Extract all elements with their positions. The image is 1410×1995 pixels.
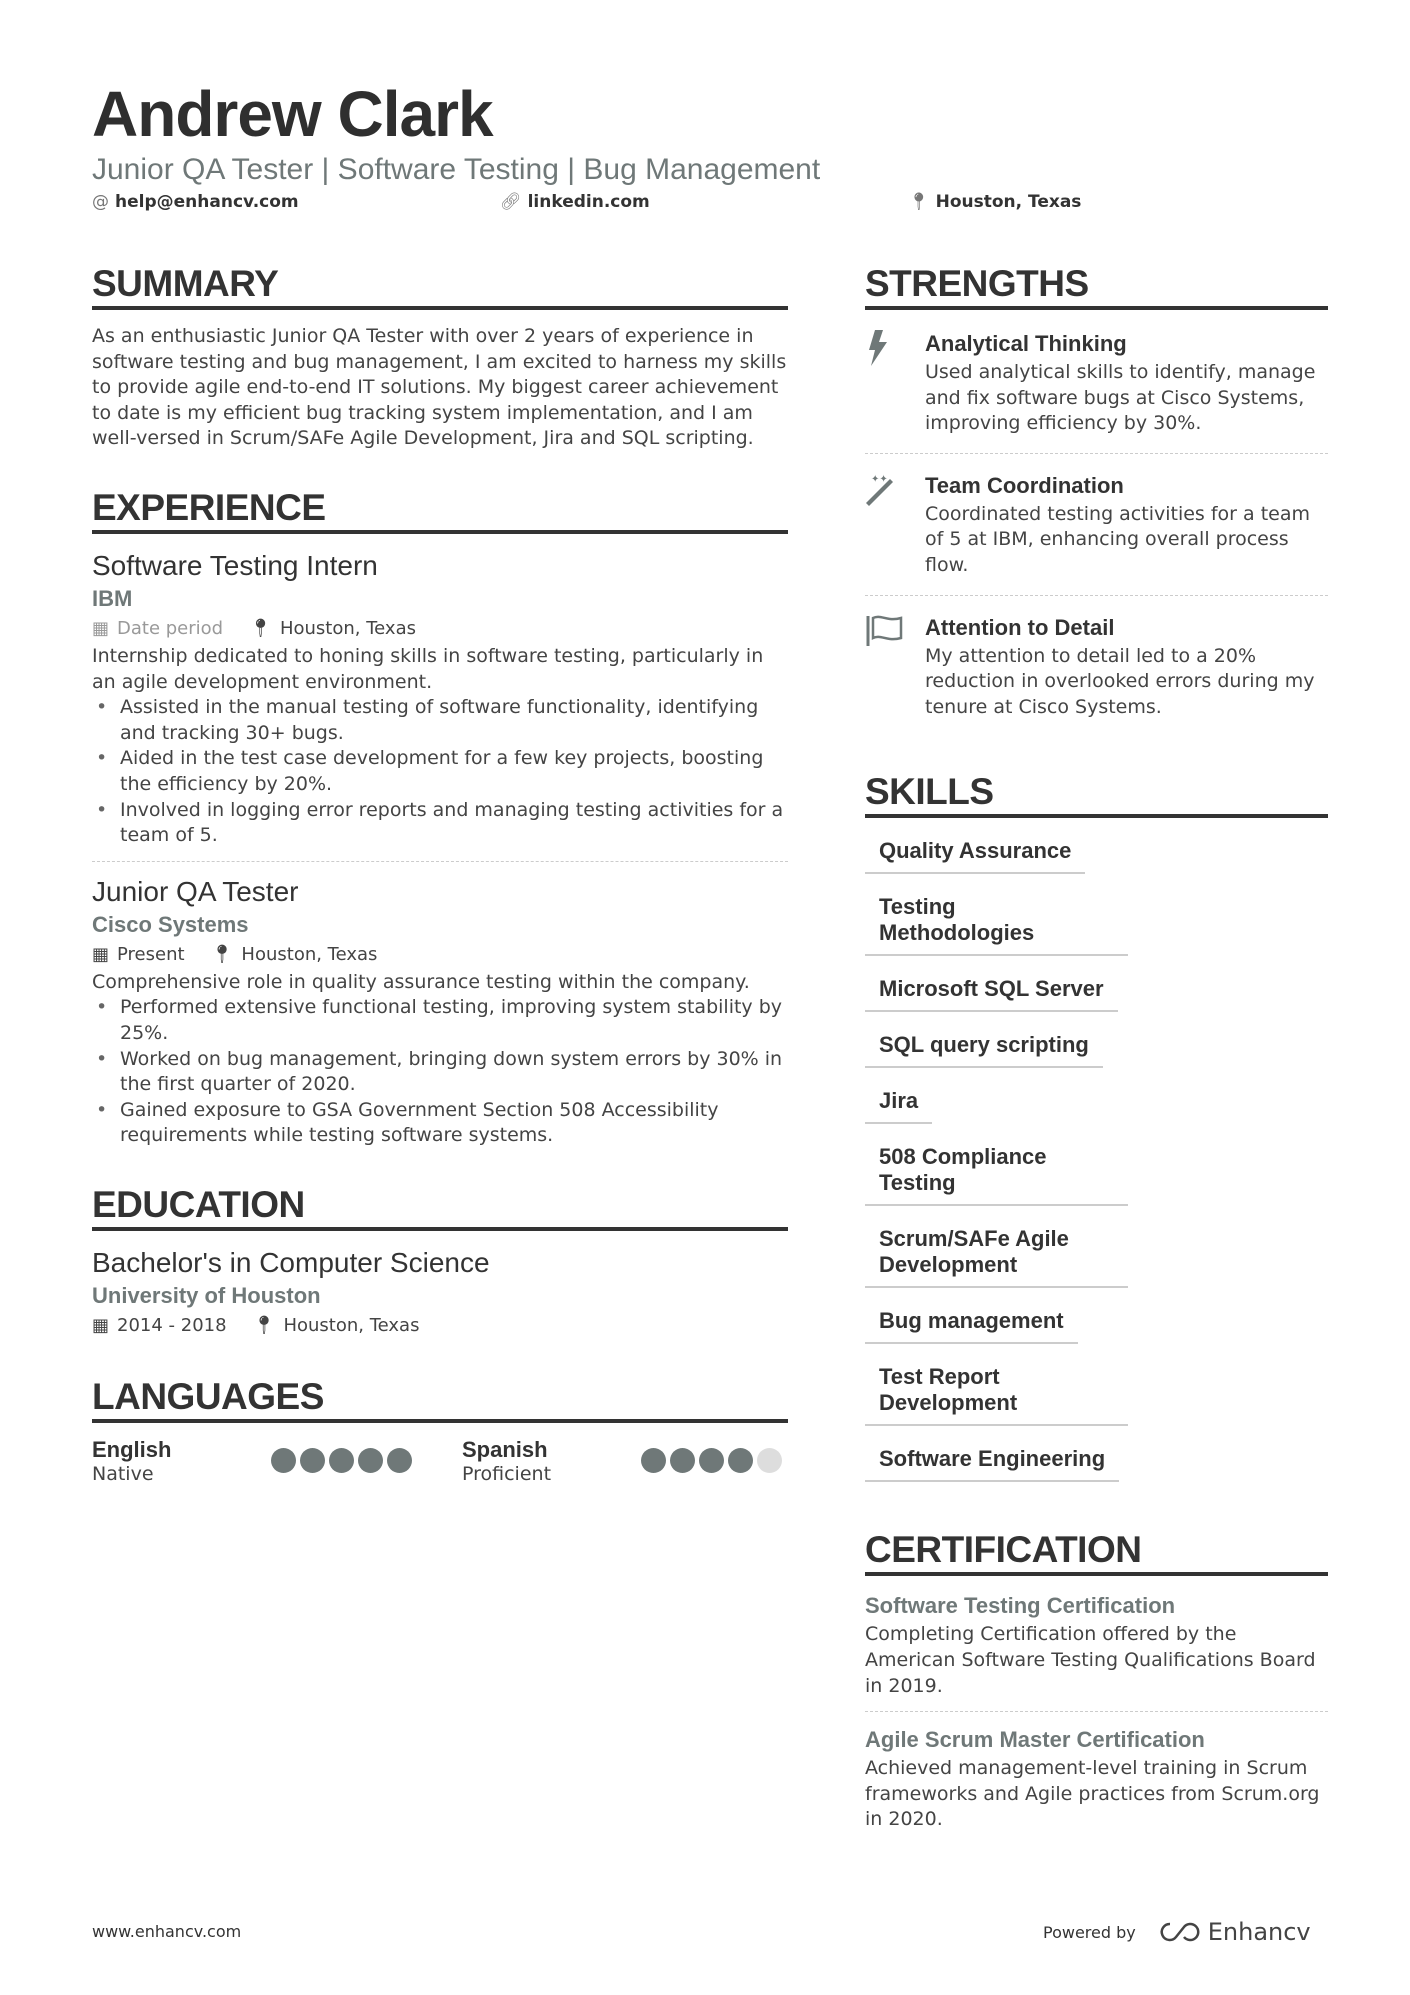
enhancv-logo[interactable] <box>1158 1918 1311 1946</box>
cert-title: Software Testing Certification <box>865 1593 1176 1619</box>
section-heading: LANGUAGES <box>92 1375 788 1423</box>
job-location: Houston, Texas <box>241 943 378 965</box>
calendar-icon: ▦ <box>92 943 110 965</box>
rating-dot <box>728 1448 753 1473</box>
strength-text: Used analytical skills to identify, manage and fix software bugs at Cisco Systems, improving efficiency by 30%. <box>925 361 1316 435</box>
edu-date: 2014 - 2018 <box>117 1314 227 1336</box>
divider <box>865 453 1328 454</box>
skill-tag: Bug management <box>865 1302 1078 1344</box>
skill-tag: Jira <box>865 1082 932 1124</box>
section-heading: SKILLS <box>865 770 1328 818</box>
job-bullet: • Involved in logging error reports and managing testing activities for a team of 5. <box>92 798 788 849</box>
rating-dot <box>358 1448 383 1473</box>
right-column <box>865 262 1328 1867</box>
languages-section <box>92 1375 788 1485</box>
location-pin-icon: 📍︎ <box>908 192 930 212</box>
location-pin-icon: 📍︎ <box>252 1314 276 1336</box>
section-heading: STRENGTHS <box>865 262 1328 310</box>
job-bullet: • Assisted in the manual testing of software functionality, identifying and tracking 30+ bugs. <box>92 695 788 746</box>
divider <box>865 1711 1328 1712</box>
rating-dot <box>641 1448 666 1473</box>
certification-section <box>865 1528 1328 1833</box>
strength-text: My attention to detail led to a 20% reduction in overlooked errors during my tenure at Cisco Systems. <box>925 644 1315 718</box>
left-column <box>92 262 788 1519</box>
strength-item <box>865 608 1328 725</box>
candidate-title: Junior QA Tester | Software Testing | Bug Management <box>92 153 821 186</box>
flag-icon <box>865 612 905 721</box>
skill-tag: Microsoft SQL Server <box>865 970 1118 1012</box>
brand-name: Enhancv <box>1207 1918 1311 1946</box>
degree: Bachelor's in Computer Science <box>92 1246 490 1278</box>
contact-linkedin[interactable] <box>500 192 908 212</box>
job-company: IBM <box>92 585 133 611</box>
experience-section <box>92 486 788 1149</box>
edu-location: Houston, Texas <box>283 1314 420 1336</box>
job-description: Internship dedicated to honing skills in software testing, particularly in an agile development environment. <box>92 644 764 693</box>
job-bullet: • Worked on bug management, bringing down system errors by 30% in the first quarter of 2020. <box>92 1047 788 1098</box>
calendar-icon: ▦ <box>92 1314 110 1336</box>
language-level: Native <box>92 1462 154 1485</box>
cert-text: Completing Certification offered by the American Software Testing Qualifications Board in 2019. <box>865 1623 1316 1697</box>
job-location: Houston, Texas <box>279 617 416 639</box>
resume-header <box>92 78 1332 212</box>
section-heading: EXPERIENCE <box>92 486 788 534</box>
cert-text: Achieved management-level training in Scrum frameworks and Agile practices from Scrum.org in 2020. <box>865 1757 1320 1831</box>
enhancv-logo-icon <box>1158 1920 1202 1944</box>
strengths-section <box>865 262 1328 724</box>
job-bullet: • Gained exposure to GSA Government Section 508 Accessibility requirements while testing software systems. <box>92 1098 788 1149</box>
job-date: Present <box>117 943 185 965</box>
education-section <box>92 1183 788 1341</box>
skill-tag: Quality Assurance <box>865 832 1085 874</box>
job-role: Junior QA Tester <box>92 875 299 907</box>
footer-branding <box>1043 1918 1311 1946</box>
section-heading: CERTIFICATION <box>865 1528 1328 1576</box>
rating-dot <box>271 1448 296 1473</box>
at-icon: @ <box>92 192 109 212</box>
contact-location <box>908 192 1081 212</box>
powered-by-label: Powered by <box>1043 1922 1136 1942</box>
job-entry <box>92 874 788 1149</box>
rating-dot <box>387 1448 412 1473</box>
strength-title: Team Coordination <box>925 472 1124 498</box>
job-bullet: • Aided in the test case development for a few key projects, boosting the efficiency by 20%. <box>92 746 788 797</box>
contact-email[interactable] <box>92 192 500 212</box>
skill-tag: 508 Compliance Testing <box>865 1138 1128 1206</box>
language-rating <box>271 1448 412 1473</box>
strength-item <box>865 466 1328 583</box>
job-date: Date period <box>117 617 224 639</box>
language-item <box>462 1437 782 1485</box>
rating-dot <box>300 1448 325 1473</box>
email-text: help@enhancv.com <box>115 192 299 212</box>
link-icon: 🔗︎ <box>500 192 522 212</box>
divider <box>92 861 788 862</box>
location-pin-icon: 📍︎ <box>249 617 272 639</box>
rating-dot <box>670 1448 695 1473</box>
section-heading: EDUCATION <box>92 1183 788 1231</box>
summary-text: As an enthusiastic Junior QA Tester with over 2 years of experience in software testing and bug management, I am excited to harness my skills to provide agile end-to-end IT solutions. My biggest career achievement to date is my efficient bug tracking system implementation, and I am well-versed in Scrum/SAFe Agile Development, Jira and SQL scripting. <box>92 325 787 450</box>
footer-website[interactable]: www.enhancv.com <box>92 1922 242 1941</box>
section-heading: SUMMARY <box>92 262 788 310</box>
skill-tag: Testing Methodologies <box>865 888 1128 956</box>
candidate-name: Andrew Clark <box>92 78 493 150</box>
language-item <box>92 1437 412 1485</box>
skill-tag: Scrum/SAFe Agile Development <box>865 1220 1128 1288</box>
job-role: Software Testing Intern <box>92 549 378 581</box>
strength-item <box>865 324 1328 441</box>
svg-text:✦✦: ✦✦ <box>871 473 888 485</box>
strength-title: Analytical Thinking <box>925 331 1127 356</box>
language-level: Proficient <box>462 1462 552 1485</box>
language-name: English <box>92 1436 172 1462</box>
language-rating <box>641 1448 782 1473</box>
job-entry <box>92 548 788 849</box>
job-company: Cisco Systems <box>92 911 249 937</box>
job-bullet: • Performed extensive functional testing, improving system stability by 25%. <box>92 995 788 1046</box>
language-name: Spanish <box>462 1436 548 1462</box>
skill-tag: Software Engineering <box>865 1440 1119 1482</box>
skill-tag: Test Report Development <box>865 1358 1128 1426</box>
bolt-icon <box>865 328 905 437</box>
skill-tag: SQL query scripting <box>865 1026 1103 1068</box>
rating-dot <box>757 1448 782 1473</box>
rating-dot <box>329 1448 354 1473</box>
calendar-icon: ▦ <box>92 617 110 639</box>
location-text: Houston, Texas <box>935 192 1082 212</box>
rating-dot <box>699 1448 724 1473</box>
magic-wand-icon <box>865 470 905 579</box>
skills-section <box>865 770 1328 1482</box>
location-pin-icon: 📍︎ <box>210 943 234 965</box>
cert-title: Agile Scrum Master Certification <box>865 1727 1205 1753</box>
strength-text: Coordinated testing activities for a team of 5 at IBM, enhancing overall process flow. <box>925 502 1311 576</box>
job-description: Comprehensive role in quality assurance testing within the company. <box>92 970 750 993</box>
divider <box>865 595 1328 596</box>
linkedin-text: linkedin.com <box>527 192 650 212</box>
school: University of Houston <box>92 1282 321 1308</box>
strength-title: Attention to Detail <box>925 614 1115 640</box>
summary-section <box>92 262 788 452</box>
